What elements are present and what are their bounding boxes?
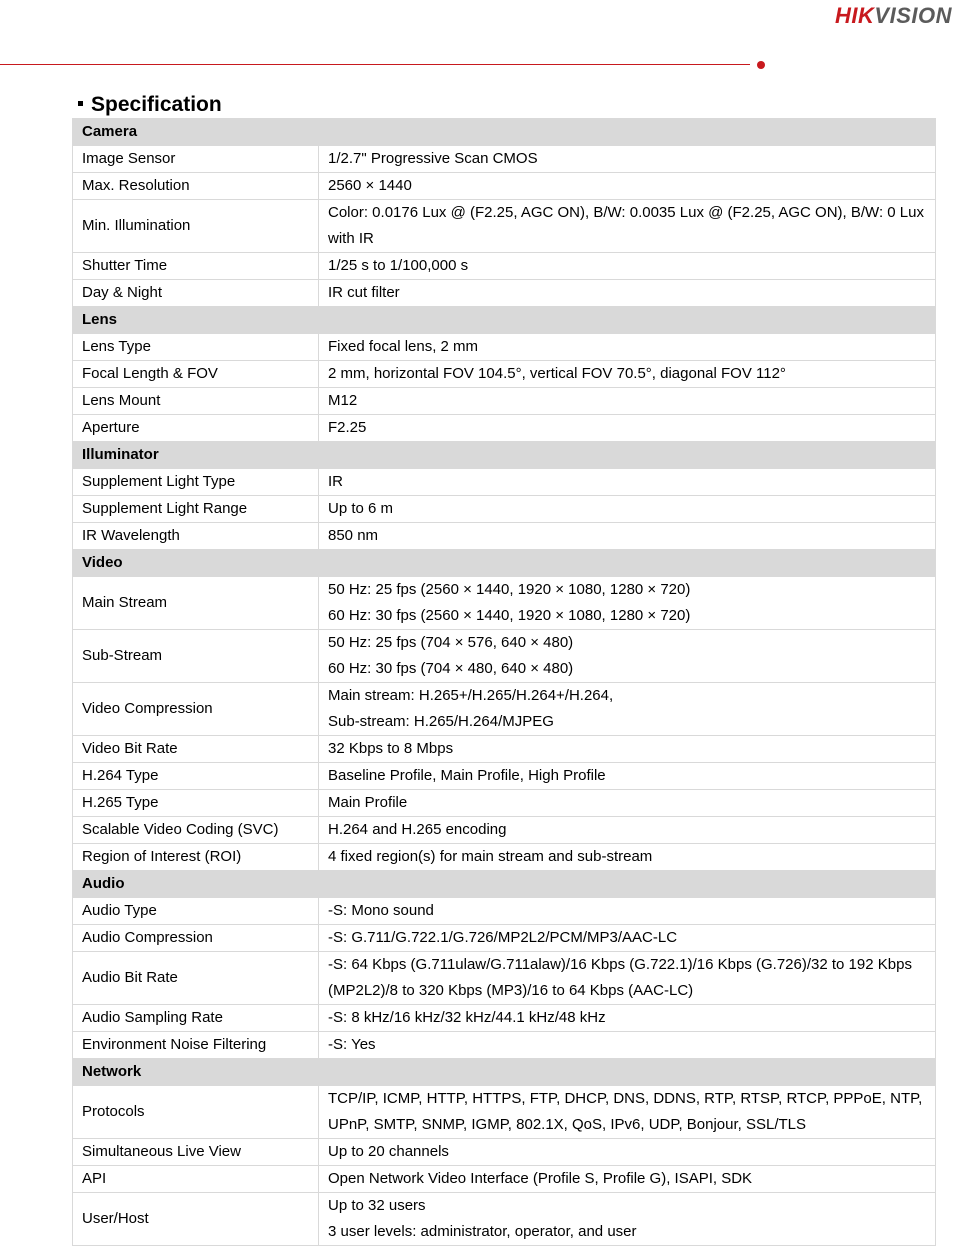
- spec-value-line: 32 Kbps to 8 Mbps: [328, 740, 454, 757]
- spec-row: [73, 334, 936, 361]
- spec-value-line: 2 mm, horizontal FOV 104.5°, vertical FOV 70.5°, diagonal FOV 112°: [328, 365, 786, 382]
- spec-value: [319, 1086, 936, 1139]
- spec-value: [319, 763, 936, 790]
- spec-row: [73, 200, 936, 253]
- section-title: [76, 92, 222, 118]
- spec-label: Day & Night: [73, 280, 319, 307]
- spec-value: [319, 844, 936, 871]
- category-label: Illuminator: [73, 442, 319, 469]
- spec-value: [319, 496, 936, 523]
- spec-row: [73, 146, 936, 173]
- spec-value: [319, 577, 936, 630]
- hikvision-logo: [794, 2, 954, 28]
- spec-label: IR Wavelength: [73, 523, 319, 550]
- spec-value-line: 3 user levels: administrator, operator, and user: [328, 1223, 637, 1240]
- spec-value-line: Main stream: H.265+/H.265/H.264+/H.264,: [328, 687, 614, 704]
- spec-row: [73, 925, 936, 952]
- spec-row: [73, 898, 936, 925]
- spec-label: H.265 Type: [73, 790, 319, 817]
- spec-label: Video Compression: [73, 683, 319, 736]
- spec-value: [319, 1005, 936, 1032]
- spec-value-line: IR cut filter: [328, 284, 400, 301]
- section-title-text: Specification: [91, 93, 222, 116]
- category-row: [73, 307, 936, 334]
- spec-value-line: -S: Yes: [328, 1036, 376, 1053]
- spec-row: [73, 496, 936, 523]
- spec-value-line: H.264 and H.265 encoding: [328, 821, 507, 838]
- spec-value-line: Open Network Video Interface (Profile S, Profile G), ISAPI, SDK: [328, 1170, 753, 1187]
- spec-row: [73, 630, 936, 683]
- spec-value: [319, 736, 936, 763]
- spec-value: [319, 146, 936, 173]
- category-filler: [319, 442, 936, 469]
- spec-value-line: Up to 20 channels: [328, 1143, 449, 1160]
- spec-row: [73, 952, 936, 1005]
- spec-value: [319, 898, 936, 925]
- spec-value: [319, 280, 936, 307]
- spec-label: Audio Sampling Rate: [73, 1005, 319, 1032]
- spec-value-line: UPnP, SMTP, SNMP, IGMP, 802.1X, QoS, IPv6, UDP, Bonjour, SSL/TLS: [328, 1116, 807, 1133]
- spec-row: [73, 415, 936, 442]
- spec-label: Region of Interest (ROI): [73, 844, 319, 871]
- spec-table-body: [73, 119, 936, 1246]
- bullet-icon: [78, 101, 83, 106]
- spec-label: Supplement Light Range: [73, 496, 319, 523]
- spec-label: Shutter Time: [73, 253, 319, 280]
- svg-text:HIKVISION: [835, 3, 953, 28]
- spec-value-line: with IR: [328, 230, 374, 247]
- spec-label: User/Host: [73, 1193, 319, 1246]
- category-filler: [319, 307, 936, 334]
- spec-label: Focal Length & FOV: [73, 361, 319, 388]
- spec-label: Environment Noise Filtering: [73, 1032, 319, 1059]
- spec-value: [319, 630, 936, 683]
- spec-label: Audio Bit Rate: [73, 952, 319, 1005]
- category-row: [73, 119, 936, 146]
- logo-vision: VISION: [874, 3, 952, 28]
- spec-value: [319, 952, 936, 1005]
- spec-row: [73, 817, 936, 844]
- spec-label: Supplement Light Type: [73, 469, 319, 496]
- spec-row: [73, 280, 936, 307]
- spec-label: Scalable Video Coding (SVC): [73, 817, 319, 844]
- spec-row: [73, 683, 936, 736]
- spec-row: [73, 790, 936, 817]
- spec-value-line: 60 Hz: 30 fps (2560 × 1440, 1920 × 1080, 1280 × 720): [328, 607, 691, 624]
- spec-label: Main Stream: [73, 577, 319, 630]
- category-row: [73, 442, 936, 469]
- spec-label: Lens Type: [73, 334, 319, 361]
- category-label: Camera: [73, 119, 319, 146]
- spec-value-line: Color: 0.0176 Lux @ (F2.25, AGC ON), B/W: 0.0035 Lux @ (F2.25, AGC ON), B/W: 0 Lux: [328, 204, 924, 221]
- spec-value-line: (MP2L2)/8 to 320 Kbps (MP3)/16 to 64 Kbps (AAC-LC): [328, 982, 694, 999]
- spec-label: Audio Compression: [73, 925, 319, 952]
- spec-value-line: -S: 64 Kbps (G.711ulaw/G.711alaw)/16 Kbps (G.722.1)/16 Kbps (G.726)/32 to 192 Kbps: [328, 956, 912, 973]
- category-filler: [319, 119, 936, 146]
- spec-value-line: IR: [328, 473, 343, 490]
- category-row: [73, 1059, 936, 1086]
- spec-label: Image Sensor: [73, 146, 319, 173]
- category-filler: [319, 550, 936, 577]
- category-label: Lens: [73, 307, 319, 334]
- spec-table: [72, 118, 936, 1246]
- spec-row: [73, 577, 936, 630]
- category-label: Audio: [73, 871, 319, 898]
- spec-row: [73, 253, 936, 280]
- spec-value-line: -S: G.711/G.722.1/G.726/MP2L2/PCM/MP3/AAC-LC: [328, 929, 678, 946]
- category-row: [73, 550, 936, 577]
- spec-value: [319, 469, 936, 496]
- spec-row: [73, 1193, 936, 1246]
- spec-label: Max. Resolution: [73, 173, 319, 200]
- spec-value: [319, 253, 936, 280]
- spec-row: [73, 361, 936, 388]
- spec-label: Aperture: [73, 415, 319, 442]
- spec-value: [319, 683, 936, 736]
- spec-value: [319, 200, 936, 253]
- spec-value: [319, 334, 936, 361]
- logo-hik: HIK: [835, 3, 875, 28]
- spec-row: [73, 388, 936, 415]
- category-label: Video: [73, 550, 319, 577]
- spec-row: [73, 469, 936, 496]
- spec-label: Simultaneous Live View: [73, 1139, 319, 1166]
- header-divider-dot: [757, 61, 765, 69]
- category-label: Network: [73, 1059, 319, 1086]
- spec-value-line: 1/25 s to 1/100,000 s: [328, 257, 469, 274]
- spec-value: [319, 925, 936, 952]
- spec-row: [73, 763, 936, 790]
- spec-row: [73, 1086, 936, 1139]
- spec-label: Sub-Stream: [73, 630, 319, 683]
- spec-value: [319, 790, 936, 817]
- category-row: [73, 871, 936, 898]
- spec-value-line: 850 nm: [328, 527, 379, 544]
- spec-value: [319, 361, 936, 388]
- category-filler: [319, 1059, 936, 1086]
- spec-value: [319, 1032, 936, 1059]
- spec-value: [319, 388, 936, 415]
- spec-value-line: Main Profile: [328, 794, 408, 811]
- spec-label: API: [73, 1166, 319, 1193]
- spec-value: [319, 173, 936, 200]
- spec-row: [73, 173, 936, 200]
- spec-value-line: M12: [328, 392, 358, 409]
- spec-value: [319, 415, 936, 442]
- spec-row: [73, 1139, 936, 1166]
- spec-row: [73, 1032, 936, 1059]
- spec-value: [319, 1193, 936, 1246]
- spec-row: [73, 1005, 936, 1032]
- spec-value-line: 4 fixed region(s) for main stream and sub-stream: [328, 848, 653, 865]
- spec-value-line: TCP/IP, ICMP, HTTP, HTTPS, FTP, DHCP, DNS, DDNS, RTP, RTSP, RTCP, PPPoE, NTP,: [328, 1090, 923, 1107]
- spec-value: [319, 1166, 936, 1193]
- spec-value: [319, 1139, 936, 1166]
- spec-value-line: 50 Hz: 25 fps (2560 × 1440, 1920 × 1080, 1280 × 720): [328, 581, 691, 598]
- spec-value-line: F2.25: [328, 419, 367, 436]
- spec-value-line: -S: Mono sound: [328, 902, 434, 919]
- spec-label: Video Bit Rate: [73, 736, 319, 763]
- spec-value-line: Sub-stream: H.265/H.264/MJPEG: [328, 713, 554, 730]
- spec-label: Lens Mount: [73, 388, 319, 415]
- spec-row: [73, 1166, 936, 1193]
- spec-label: Protocols: [73, 1086, 319, 1139]
- spec-value-line: Up to 32 users: [328, 1197, 426, 1214]
- spec-row: [73, 523, 936, 550]
- spec-value-line: 50 Hz: 25 fps (704 × 576, 640 × 480): [328, 634, 574, 651]
- spec-value-line: Up to 6 m: [328, 500, 394, 517]
- spec-value-line: Fixed focal lens, 2 mm: [328, 338, 479, 355]
- header-divider: [0, 64, 750, 65]
- spec-row: [73, 844, 936, 871]
- spec-label: Audio Type: [73, 898, 319, 925]
- spec-value-line: -S: 8 kHz/16 kHz/32 kHz/44.1 kHz/48 kHz: [328, 1009, 606, 1026]
- spec-value: [319, 523, 936, 550]
- spec-label: Min. Illumination: [73, 200, 319, 253]
- spec-value: [319, 817, 936, 844]
- category-filler: [319, 871, 936, 898]
- spec-value-line: 1/2.7" Progressive Scan CMOS: [328, 150, 538, 167]
- spec-value-line: 2560 × 1440: [328, 177, 412, 194]
- spec-value-line: 60 Hz: 30 fps (704 × 480, 640 × 480): [328, 660, 574, 677]
- spec-row: [73, 736, 936, 763]
- spec-value-line: Baseline Profile, Main Profile, High Profile: [328, 767, 606, 784]
- spec-label: H.264 Type: [73, 763, 319, 790]
